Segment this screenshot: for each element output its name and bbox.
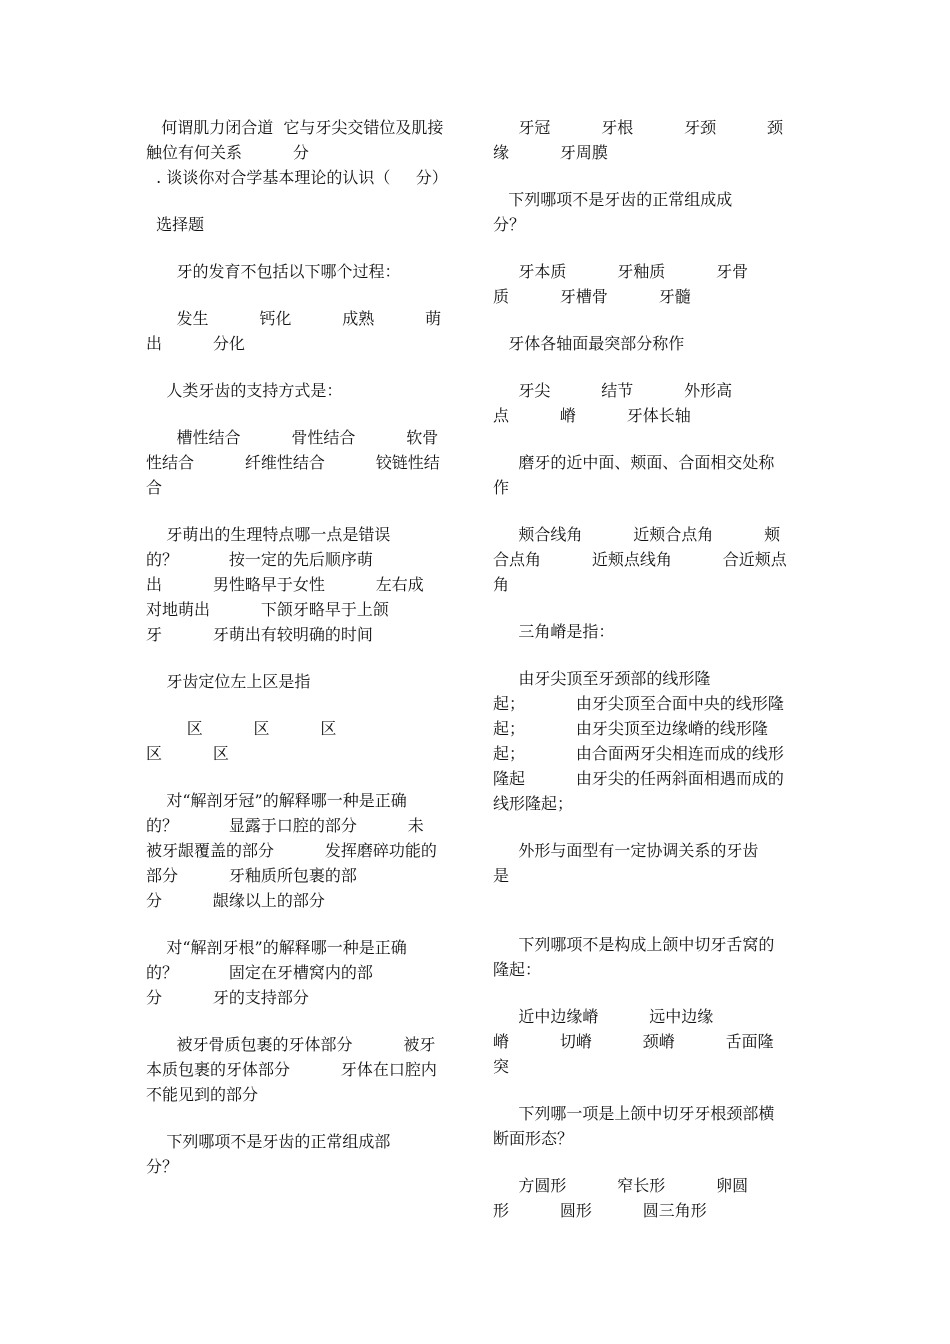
text-line: 合 (146, 478, 163, 497)
text-line: 槽性结合 骨性结合 软骨 (146, 428, 439, 447)
text-line: 形 圆形 圆三角形 (493, 1201, 707, 1220)
text-line: 部分 牙釉质所包裹的部 (146, 866, 357, 885)
text-line: 起； 由牙尖顶至合面中央的线形隆 (493, 694, 784, 713)
text-line: 选择题 (146, 215, 205, 234)
text-line: 突 (493, 1057, 510, 1076)
text-line: 外形与面型有一定协调关系的牙齿 (493, 841, 759, 860)
text-line: 缘 牙周膜 (493, 143, 608, 162)
text-line: 本质包裹的牙体部分 牙体在口腔内 (146, 1060, 437, 1079)
paragraph-gap (146, 1010, 460, 1032)
right-text-column (493, 115, 805, 1223)
text-line: 人类牙齿的支持方式是： (146, 381, 343, 400)
text-line: 的？ 固定在牙槽窝内的部 (146, 963, 373, 982)
text-line: 起； 由合面两牙尖相连而成的线形 (493, 744, 784, 763)
text-line: 嵴 切嵴 颈嵴 舌面隆 (493, 1032, 774, 1051)
paragraph-gap (146, 766, 460, 788)
text-line: 牙萌出的生理特点哪一点是错误 (146, 525, 391, 544)
paragraph-gap (493, 597, 805, 619)
paragraph-gap (146, 403, 460, 425)
text-line: 分？ (146, 1157, 179, 1176)
text-line: 牙的发育不包括以下哪个过程： (146, 262, 401, 281)
text-line: 合点角 近颊点线角 合近颊点 (493, 550, 787, 569)
text-line: 质 牙槽骨 牙髓 (493, 287, 691, 306)
paragraph-gap (493, 816, 805, 838)
text-line: 性结合 纤维性结合 铰链性结 (146, 453, 440, 472)
text-line: 不能见到的部分 (146, 1085, 259, 1104)
paragraph-gap (146, 694, 460, 716)
text-line: 触位有何关系 分 (146, 143, 309, 162)
paragraph-gap (493, 309, 805, 331)
text-line: 起； 由牙尖顶至边缘嵴的线形隆 (493, 719, 768, 738)
text-line: 对“解剖牙根”的解释哪一种是正确 (146, 938, 407, 957)
text-line: 方圆形 窄长形 卵圆 (493, 1176, 749, 1195)
text-line: 对地萌出 下颌牙略早于上颌 (146, 600, 389, 619)
text-line: 三角嵴是指： (493, 622, 615, 641)
text-line: 线形隆起； (493, 794, 574, 813)
paragraph-gap (146, 1107, 460, 1129)
text-line: 牙冠 牙根 牙颈 颈 (493, 118, 784, 137)
text-line: 被牙骨质包裹的牙体部分 被牙 (146, 1035, 436, 1054)
text-line: 分？ (493, 215, 526, 234)
text-line: 牙本质 牙釉质 牙骨 (493, 262, 749, 281)
paragraph-gap (493, 1151, 805, 1173)
text-line: 的？ 按一定的先后顺序萌 (146, 550, 373, 569)
text-line: 下列哪项不是牙齿的正常组成部 (146, 1132, 391, 1151)
text-line: 隆起 由牙尖的任两斜面相遇而成的 (493, 769, 784, 788)
text-line: 被牙龈覆盖的部分 发挥磨碎功能的 (146, 841, 437, 860)
paragraph-gap (493, 644, 805, 666)
text-line: 区 区 区 (146, 719, 337, 738)
paragraph-gap (493, 1079, 805, 1101)
text-line: 作 (493, 478, 510, 497)
paragraph-gap (146, 190, 460, 212)
paragraph-gap (493, 356, 805, 378)
text-line: 出 分化 (146, 334, 245, 353)
text-line: 牙尖 结节 外形高 (493, 381, 733, 400)
paragraph-gap (493, 888, 805, 910)
text-line: 是 (493, 866, 510, 885)
text-line: 近中边缘嵴 远中边缘 (493, 1007, 714, 1026)
text-line: 牙 牙萌出有较明确的时间 (146, 625, 373, 644)
text-line: 隆起： (493, 960, 542, 979)
paragraph-gap (493, 165, 805, 187)
text-line: 牙齿定位左上区是指 (146, 672, 311, 691)
paragraph-gap (493, 428, 805, 450)
paragraph-gap (493, 237, 805, 259)
text-line: 分 牙的支持部分 (146, 988, 309, 1007)
paragraph-gap (146, 237, 460, 259)
text-line: 的？ 显露于口腔的部分 未 (146, 816, 424, 835)
text-line: 角 (493, 575, 510, 594)
text-line: 点 嵴 牙体长轴 (493, 406, 691, 425)
text-line: 断面形态？ (493, 1129, 574, 1148)
text-line: 由牙尖顶至牙颈部的线形隆 (493, 669, 711, 688)
text-line: 下列哪项不是构成上颌中切牙舌窝的 (493, 935, 775, 954)
text-line: 发生 钙化 成熟 萌 (146, 309, 442, 328)
paragraph-gap (493, 910, 805, 932)
text-line: 分 龈缘以上的部分 (146, 891, 325, 910)
paragraph-gap (146, 913, 460, 935)
paragraph-gap (146, 647, 460, 669)
text-line: 对“解剖牙冠”的解释哪一种是正确 (146, 791, 407, 810)
paragraph-gap (493, 982, 805, 1004)
text-line: 磨牙的近中面、颊面、合面相交处称 (493, 453, 775, 472)
text-line: 牙体各轴面最突部分称作 (493, 334, 685, 353)
paragraph-gap (146, 500, 460, 522)
paragraph-gap (146, 356, 460, 378)
paragraph-gap (493, 500, 805, 522)
text-line: 下列哪一项是上颌中切牙牙根颈部横 (493, 1104, 775, 1123)
text-line: 颊合线角 近颊合点角 颊 (493, 525, 781, 544)
text-line: . 谈谈你对合学基本理论的认识（ 分） (146, 168, 448, 187)
left-text-column (146, 115, 460, 1179)
text-line: 出 男性略早于女性 左右成 (146, 575, 424, 594)
text-line: 区 区 (146, 744, 229, 763)
text-line: 下列哪项不是牙齿的正常组成成 (493, 190, 733, 209)
paragraph-gap (146, 284, 460, 306)
text-line: 何谓肌力闭合道 它与牙尖交错位及肌接 (146, 118, 444, 137)
